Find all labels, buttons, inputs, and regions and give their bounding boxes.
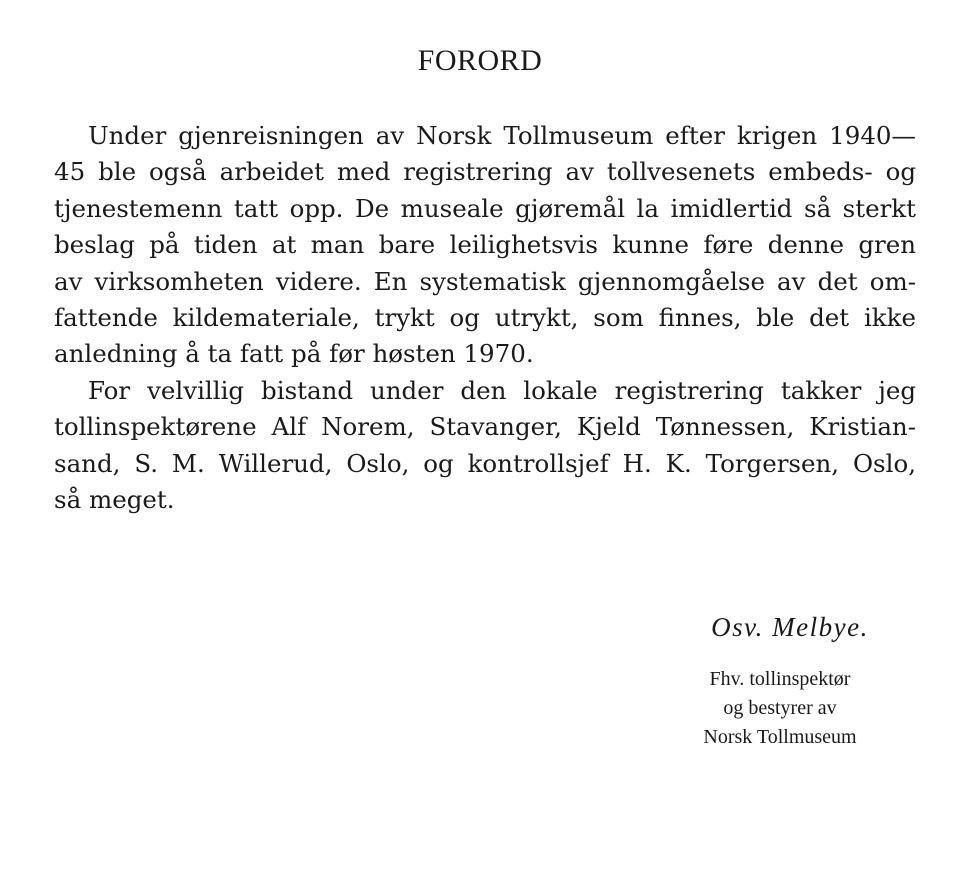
paragraph-1-line-5: av virksomheten videre. En systematisk gjennomgåelse av det om- (54, 266, 916, 296)
signature-title (640, 665, 920, 752)
paragraph-1-line-1: Under gjenreisningen av Norsk Tollmuseum efter krigen 1940— (88, 121, 916, 150)
paragraph-1-line-4: beslag på tiden at man bare leilighetsvis kunne føre denne gren (54, 230, 916, 260)
paragraph-2-line-2: tollinspektørene Alf Norem, Stavanger, Kjeld Tønnessen, Kristian- (54, 412, 916, 442)
signature-name: Osv. Melbye. (711, 612, 869, 642)
paragraph-1-line-6: fattende kildemateriale, trykt og utrykt, som finnes, ble det ikke (54, 303, 916, 333)
paragraph-2-line-4: så meget. (54, 485, 175, 515)
signature-title-line-1: Fhv. tollinspektør (709, 668, 851, 690)
paragraph-2-line-1: For velvillig bistand under den lokale registrering takker jeg (88, 375, 916, 405)
signature-title-line-3: Norsk Tollmuseum (703, 726, 857, 748)
paragraph-2-line-3: sand, S. M. Willerud, Oslo, og kontrollsjef H. K. Torgersen, Oslo, (54, 448, 916, 478)
paragraph-1-line-7: anledning å ta fatt på før høsten 1970. (54, 339, 534, 369)
signature-title-line-2: og bestyrer av (723, 697, 837, 719)
page-title: FORORD (417, 44, 543, 77)
paragraph-1-line-2: 45 ble også arbeidet med registrering av tollvesenets embeds- og (54, 157, 916, 187)
body-text (54, 118, 916, 518)
signature-block (640, 612, 920, 752)
paragraph-1-line-3: tjenestemenn tatt opp. De museale gjøremål la imidlertid så sterkt (54, 193, 916, 223)
